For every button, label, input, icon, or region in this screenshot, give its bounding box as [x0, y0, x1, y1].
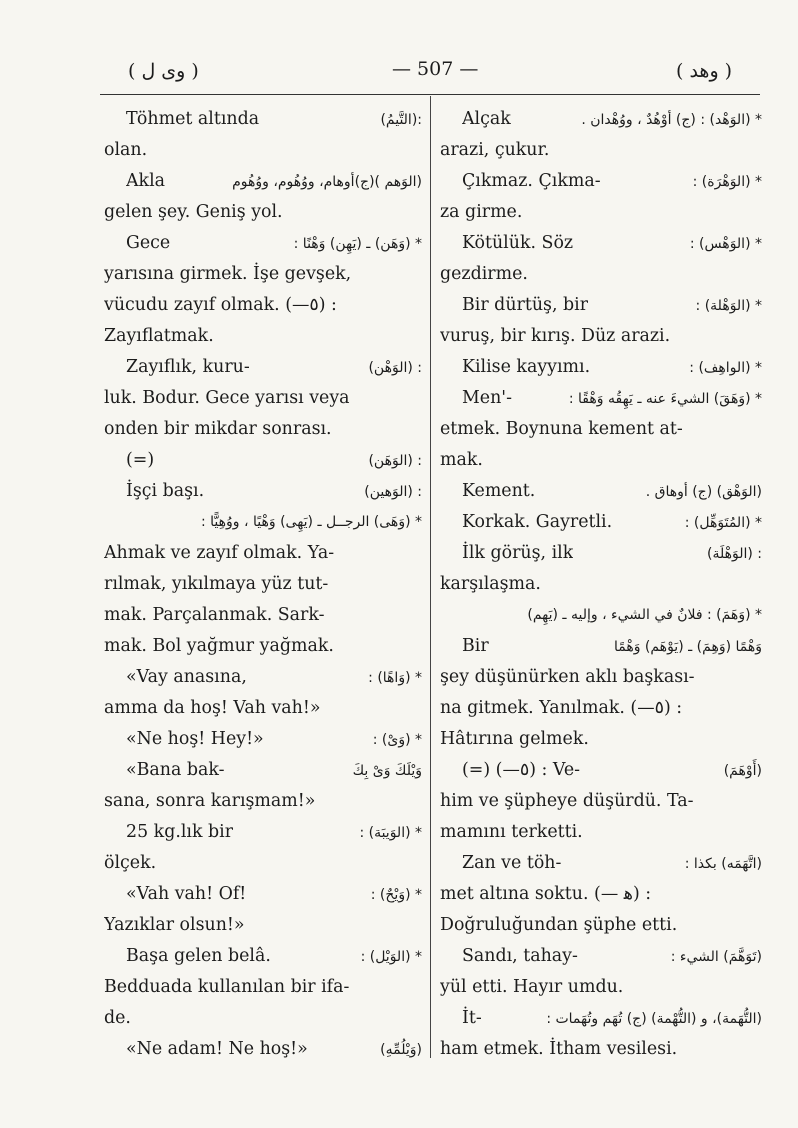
entry-continuation-line: vücudu zayıf olmak. (—٥) : — [104, 295, 337, 315]
entry-continuation-line: olan. — [104, 140, 148, 160]
entry-definition: Kötülük. Söz — [462, 233, 574, 253]
dictionary-entry — [440, 383, 762, 476]
entry-headword: وَهْمًا (وَهِمَ) ـ (يَوْهَم) وَهْمًا — [613, 639, 762, 655]
entry-continuation-line: Ahmak ve zayıf olmak. Ya- — [104, 543, 335, 563]
entry-continuation-line: Zayıflatmak. — [104, 326, 214, 346]
entry-headword: :(التَّيمُ) — [380, 112, 422, 128]
entry-continuation-line: rılmak, yıkılmaya yüz tut- — [104, 574, 329, 594]
entry-first-line — [440, 166, 762, 197]
entry-definition: İşçi başı. — [126, 481, 205, 501]
entry-first-line — [440, 848, 762, 879]
entry-continuation-line: yül etti. Hayır umdu. — [440, 977, 624, 997]
entry-headword: (أَوْهَمَ) — [723, 763, 762, 779]
entry-first-line — [440, 1003, 762, 1034]
dictionary-entry — [104, 507, 422, 662]
entry-definition: «Vah vah! Of! — [126, 884, 247, 904]
entry-continuation-line: mamını terketti. — [440, 822, 583, 842]
dictionary-entry — [104, 755, 422, 817]
entry-definition: Zayıflık, kuru- — [126, 357, 250, 377]
entry-continuation-line: mak. Bol yağmur yağmak. — [104, 636, 334, 656]
dictionary-entry — [440, 166, 762, 228]
right-running-head: ( وهد ) — [676, 60, 733, 82]
entry-definition: «Ne hoş! Hey!» — [126, 729, 264, 749]
entry-first-line — [440, 352, 762, 383]
entry-headword: (الوَهْق) (ج) أوهاق . — [645, 484, 762, 500]
entry-continuation-line: arazi, çukur. — [440, 140, 550, 160]
entry-first-line — [104, 941, 422, 972]
entry-headword: : (الوَهْلَة) — [706, 546, 762, 562]
entry-first-line — [104, 166, 422, 197]
entry-first-line — [440, 290, 762, 321]
entry-first-line — [104, 352, 422, 383]
entry-continuation-line: gelen şey. Geniş yol. — [104, 202, 283, 222]
entry-continuation-line: Hâtırına gelmek. — [440, 729, 589, 749]
entry-first-line — [104, 228, 422, 259]
dictionary-entry — [104, 724, 422, 755]
entry-headword: وَيْلَكَ وَىْ بِكَ — [352, 763, 422, 779]
entry-headword: * (وَهَقَ) الشيءَ عنه ـ يَهِقُه وَهْقًا : — [568, 391, 762, 407]
entry-headword: * (المُتَوَهِّل) : — [684, 515, 762, 531]
entry-definition: Başa gelen belâ. — [126, 946, 271, 966]
entry-first-line — [104, 879, 422, 910]
entry-definition: Alçak — [462, 109, 511, 129]
entry-definition: Kilise kayyımı. — [462, 357, 591, 377]
entry-continuation-line: yarısına girmek. İşe gevşek, — [104, 264, 352, 284]
entry-headword: * (الوَيْل) : — [360, 949, 422, 965]
dictionary-entry — [104, 1034, 422, 1065]
entry-headword: * (وَاهًا) : — [368, 670, 422, 686]
entry-definition: İt- — [462, 1008, 482, 1028]
entry-headword: * (الوَهْلة) : — [695, 298, 762, 314]
entry-continuation-line: vuruş, bir kırış. Düz arazi. — [440, 326, 671, 346]
entry-headword: * (الوَيبَة) : — [359, 825, 422, 841]
entry-continuation-line: met altına soktu. (— ﻫ) : — [440, 884, 652, 904]
dictionary-entry — [440, 104, 762, 166]
dictionary-entry — [440, 352, 762, 383]
entry-headword: : (الوَهَن) — [368, 453, 422, 469]
entry-first-line — [104, 104, 422, 135]
entry-headword: * (الوَهْس) : — [689, 236, 762, 252]
entry-definition: Gece — [126, 233, 171, 253]
dictionary-entry — [104, 662, 422, 724]
dictionary-entry — [440, 290, 762, 352]
entry-continuation-line: Doğruluğundan şüphe etti. — [440, 915, 678, 935]
entry-first-line — [440, 941, 762, 972]
dictionary-entry — [440, 755, 762, 848]
entry-continuation-line: na gitmek. Yanılmak. (—٥) : — [440, 698, 683, 718]
entry-continuation-line: Bedduada kullanılan bir ifa- — [104, 977, 350, 997]
entry-headword: (التُّهَمة)، و (التُّهْمة) (ج) تُهَم وتُهَمات : — [546, 1011, 762, 1027]
entry-continuation-line: ham etmek. İtham vesilesi. — [440, 1039, 678, 1059]
dictionary-entry — [104, 104, 422, 166]
entry-definition: «Bana bak- — [126, 760, 225, 780]
entry-continuation-line: ölçek. — [104, 853, 157, 873]
entry-definition: Korkak. Gayretli. — [462, 512, 613, 532]
entry-first-line — [440, 383, 762, 414]
entry-first-line — [440, 228, 762, 259]
entry-definition: 25 kg.lık bir — [126, 822, 234, 842]
entry-first-line — [104, 662, 422, 693]
entry-definition: Zan ve töh- — [462, 853, 562, 873]
entry-definition: Çıkmaz. Çıkma- — [462, 171, 601, 191]
entry-continuation-line: onden bir mikdar sonrası. — [104, 419, 332, 439]
dictionary-entry — [440, 476, 762, 507]
entry-definition: Akla — [126, 171, 166, 191]
left-running-head: ( وى ل ) — [128, 60, 199, 82]
entry-headword: * (الوَهْد) : (ج) أوْهُدٌ ، ووُهْدان . — [581, 112, 762, 128]
entry-first-line — [440, 538, 762, 569]
entry-headword: (تَوَهَّمَ) الشيء : — [670, 949, 762, 965]
entry-continuation-line: sana, sonra karışmam!» — [104, 791, 316, 811]
entry-definition: «Ne adam! Ne hoş!» — [126, 1039, 308, 1059]
entry-continuation-line: mak. Parçalanmak. Sark- — [104, 605, 325, 625]
entry-continuation-line: amma da hoş! Vah vah!» — [104, 698, 321, 718]
dictionary-entry — [104, 445, 422, 476]
dictionary-entry — [104, 476, 422, 507]
entry-first-line — [440, 600, 762, 631]
entry-definition: (=) — [126, 450, 155, 470]
dictionary-entry — [440, 941, 762, 1003]
entry-first-line — [104, 817, 422, 848]
entry-definition: Töhmet altında — [126, 109, 260, 129]
entry-definition: Kement. — [462, 481, 536, 501]
entry-first-line — [104, 445, 422, 476]
entry-headword: (وَيْلُمِّهِ) — [380, 1042, 422, 1058]
right-column — [440, 104, 762, 1065]
entry-first-line — [104, 476, 422, 507]
page-number: — 507 — — [392, 58, 479, 80]
entry-headword: (الوَهم )(ج)أوهام، ووُهُوم، ووُهُوم — [232, 174, 422, 190]
dictionary-entry — [440, 1003, 762, 1065]
entry-definition: İlk görüş, ilk — [462, 543, 574, 563]
header-rule — [100, 94, 760, 95]
entry-headword: * (وَيْحٌ) : — [370, 887, 422, 903]
dictionary-entry — [104, 166, 422, 228]
entry-first-line — [440, 631, 762, 662]
dictionary-entry — [104, 228, 422, 352]
entry-definition: Men'- — [462, 388, 512, 408]
dictionary-entry — [104, 352, 422, 445]
entry-continuation-line: şey düşünürken aklı başkası- — [440, 667, 695, 687]
entry-continuation-line: za girme. — [440, 202, 523, 222]
entry-first-line — [104, 724, 422, 755]
dictionary-entry — [440, 600, 762, 631]
dictionary-entry — [440, 631, 762, 755]
entry-continuation-line: Yazıklar olsun!» — [104, 915, 245, 935]
entry-headword: * (وَىْ) : — [372, 732, 422, 748]
entry-headword: : (الوَهْن) — [368, 360, 422, 376]
entry-continuation-line: de. — [104, 1008, 131, 1028]
entry-continuation-line: luk. Bodur. Gece yarısı veya — [104, 388, 350, 408]
entry-headword: * (الوَهْرَة) : — [692, 174, 762, 190]
entry-first-line — [104, 507, 422, 538]
dictionary-entry — [440, 538, 762, 600]
dictionary-entry — [440, 228, 762, 290]
dictionary-entry — [104, 879, 422, 941]
entry-continuation-line: him ve şüpheye düşürdü. Ta- — [440, 791, 694, 811]
entry-continuation-line: etmek. Boynuna kement at- — [440, 419, 683, 439]
entry-definition: (=) (—٥) : Ve- — [462, 760, 581, 780]
entry-definition: Bir dürtüş, bir — [462, 295, 589, 315]
entry-continuation-line: karşılaşma. — [440, 574, 541, 594]
entry-first-line — [104, 1034, 422, 1065]
entry-headword: * (وَهَن) ـ (يَهِن) وَهْنًا : — [293, 236, 422, 252]
entry-first-line — [440, 507, 762, 538]
entry-headword: * (وَهَمَ) : فلانٌ في الشيء ، وإليه ـ (يَهِم) — [527, 607, 762, 623]
dictionary-entry — [440, 507, 762, 538]
entry-headword: * (الواهِف) : — [689, 360, 762, 376]
entry-first-line — [440, 476, 762, 507]
entry-headword: : (الوَهين) — [364, 484, 422, 500]
entry-definition: «Vay anasına, — [126, 667, 247, 687]
dictionary-entry — [440, 848, 762, 941]
entry-first-line — [104, 755, 422, 786]
left-column — [104, 104, 422, 1065]
entry-continuation-line: mak. — [440, 450, 483, 470]
entry-definition: Bir — [462, 636, 489, 656]
column-divider — [430, 96, 431, 1058]
entry-first-line — [440, 104, 762, 135]
entry-definition: Sandı, tahay- — [462, 946, 578, 966]
dictionary-entry — [104, 941, 422, 1034]
dictionary-entry — [104, 817, 422, 879]
entry-continuation-line: gezdirme. — [440, 264, 528, 284]
entry-first-line — [440, 755, 762, 786]
entry-headword: (اتَّهَمَه) بكذا : — [684, 856, 762, 872]
entry-headword: * (وَهَى) الرجــل ـ (يَهِى) وَهْيًا ، ووُهِيًّا : — [201, 514, 422, 530]
